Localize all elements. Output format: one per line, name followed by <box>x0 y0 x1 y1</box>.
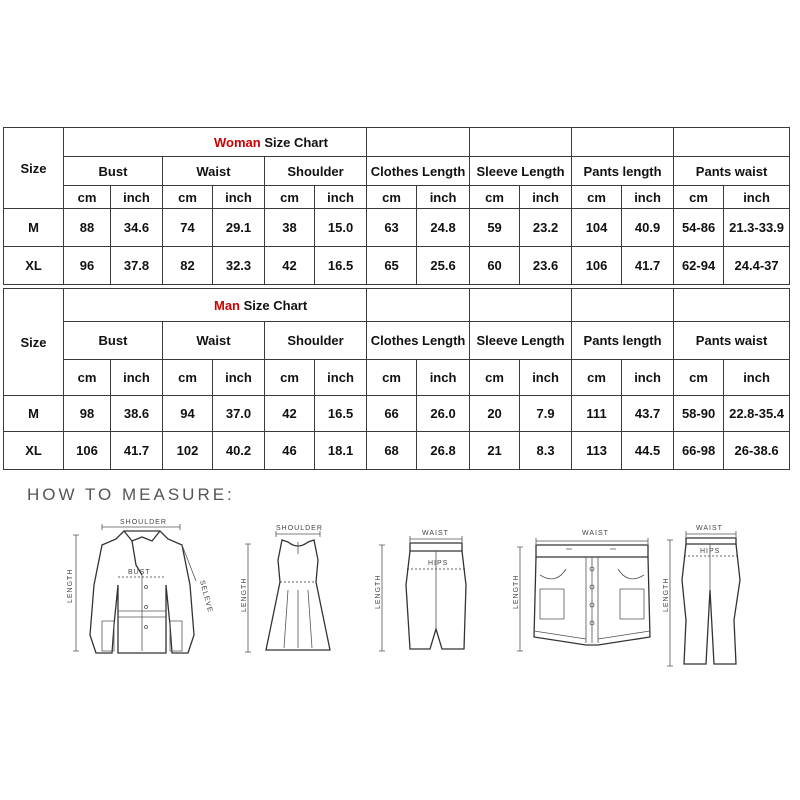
length-label: LENGTH <box>663 577 670 612</box>
shorts-illustration <box>506 525 656 660</box>
cell-value: 23.2 <box>520 209 572 247</box>
cell-value: 106 <box>64 432 111 470</box>
table-row <box>4 396 790 432</box>
cell-value: 37.8 <box>111 247 163 285</box>
cell-value: 26.8 <box>417 432 470 470</box>
cell-value: 38.6 <box>111 396 163 432</box>
cell-value: 65 <box>367 247 417 285</box>
cell-value: 62-94 <box>674 247 724 285</box>
blank-cell <box>572 289 674 322</box>
cell-value: 63 <box>367 209 417 247</box>
how-to-measure-title: HOW TO MEASURE: <box>27 485 235 504</box>
cell-value: 22.8-35.4 <box>724 396 790 432</box>
cell-value: 66-98 <box>674 432 724 470</box>
cell-value: 41.7 <box>111 432 163 470</box>
measure-header-sleeve-length: Sleeve Length <box>470 157 572 186</box>
unit-inch: inch <box>724 186 790 209</box>
cell-value: 34.6 <box>111 209 163 247</box>
cell-value: 25.6 <box>417 247 470 285</box>
unit-cm: cm <box>470 360 520 396</box>
bust-label: BUST <box>128 569 151 576</box>
length-label: LENGTH <box>375 574 382 609</box>
cell-value: 66 <box>367 396 417 432</box>
size-header: Size <box>4 128 64 209</box>
title-accent: Man <box>214 297 240 313</box>
unit-inch: inch <box>520 186 572 209</box>
jacket-icon <box>62 515 222 665</box>
cell-value: 16.5 <box>315 396 367 432</box>
cell-value: 59 <box>470 209 520 247</box>
cell-value: 68 <box>367 432 417 470</box>
cell-value: 26.0 <box>417 396 470 432</box>
unit-inch: inch <box>213 186 265 209</box>
unit-cm: cm <box>163 186 213 209</box>
woman-chart-title <box>64 128 367 157</box>
cell-value: 7.9 <box>520 396 572 432</box>
blank-cell <box>674 289 790 322</box>
waist-label: WAIST <box>696 525 723 532</box>
length-label: LENGTH <box>513 574 520 609</box>
measure-header-pants-length: Pants length <box>572 157 674 186</box>
skirt-illustration <box>370 525 480 660</box>
cell-value: 98 <box>64 396 111 432</box>
unit-inch: inch <box>520 360 572 396</box>
unit-cm: cm <box>674 360 724 396</box>
unit-cm: cm <box>367 360 417 396</box>
unit-inch: inch <box>213 360 265 396</box>
cell-value: 46 <box>265 432 315 470</box>
cell-value: 111 <box>572 396 622 432</box>
cell-value: 102 <box>163 432 213 470</box>
hips-label: HIPS <box>428 560 449 567</box>
size-header: Size <box>4 289 64 396</box>
cell-value: 42 <box>265 396 315 432</box>
cell-value: 20 <box>470 396 520 432</box>
measure-header-waist: Waist <box>163 157 265 186</box>
shoulder-label: SHOULDER <box>120 519 167 526</box>
unit-cm: cm <box>674 186 724 209</box>
cell-value: 29.1 <box>213 209 265 247</box>
waist-label: WAIST <box>422 530 449 537</box>
dress-icon <box>238 520 338 660</box>
hips-label: HIPS <box>700 548 721 555</box>
sleeve-label: SELEVE <box>198 579 214 614</box>
measure-header-pants-waist: Pants waist <box>674 322 790 360</box>
unit-cm: cm <box>367 186 417 209</box>
cell-value: 23.6 <box>520 247 572 285</box>
shorts-icon <box>506 525 656 660</box>
pants-illustration <box>660 520 760 670</box>
blank-cell <box>367 128 470 157</box>
measure-header-waist: Waist <box>163 322 265 360</box>
unit-inch: inch <box>724 360 790 396</box>
row-size: XL <box>4 432 64 470</box>
cell-value: 74 <box>163 209 213 247</box>
cell-value: 38 <box>265 209 315 247</box>
unit-inch: inch <box>315 186 367 209</box>
man-chart-title <box>64 289 367 322</box>
cell-value: 43.7 <box>622 396 674 432</box>
measure-header-sleeve-length: Sleeve Length <box>470 322 572 360</box>
cell-value: 106 <box>572 247 622 285</box>
cell-value: 58-90 <box>674 396 724 432</box>
cell-value: 88 <box>64 209 111 247</box>
measure-header-bust: Bust <box>64 157 163 186</box>
man-size-table <box>3 288 790 470</box>
unit-inch: inch <box>417 360 470 396</box>
cell-value: 41.7 <box>622 247 674 285</box>
row-size: M <box>4 396 64 432</box>
unit-inch: inch <box>111 360 163 396</box>
row-size: M <box>4 209 64 247</box>
jacket-illustration <box>62 515 222 665</box>
cell-value: 24.8 <box>417 209 470 247</box>
unit-inch: inch <box>417 186 470 209</box>
blank-cell <box>470 289 572 322</box>
cell-value: 42 <box>265 247 315 285</box>
measure-header-clothes-length: Clothes Length <box>367 157 470 186</box>
unit-cm: cm <box>64 186 111 209</box>
title-accent: Woman <box>214 134 261 150</box>
row-size: XL <box>4 247 64 285</box>
unit-cm: cm <box>163 360 213 396</box>
cell-value: 82 <box>163 247 213 285</box>
cell-value: 37.0 <box>213 396 265 432</box>
length-label: LENGTH <box>67 568 74 603</box>
unit-cm: cm <box>572 186 622 209</box>
unit-cm: cm <box>265 186 315 209</box>
cell-value: 113 <box>572 432 622 470</box>
cell-value: 104 <box>572 209 622 247</box>
unit-inch: inch <box>111 186 163 209</box>
cell-value: 54-86 <box>674 209 724 247</box>
blank-cell <box>674 128 790 157</box>
woman-size-table <box>3 127 790 285</box>
unit-inch: inch <box>622 186 674 209</box>
unit-inch: inch <box>315 360 367 396</box>
pants-icon <box>660 520 760 670</box>
cell-value: 26-38.6 <box>724 432 790 470</box>
unit-cm: cm <box>64 360 111 396</box>
table-row <box>4 209 790 247</box>
cell-value: 8.3 <box>520 432 572 470</box>
measure-header-shoulder: Shoulder <box>265 322 367 360</box>
unit-cm: cm <box>265 360 315 396</box>
blank-cell <box>572 128 674 157</box>
measure-header-bust: Bust <box>64 322 163 360</box>
cell-value: 44.5 <box>622 432 674 470</box>
unit-cm: cm <box>470 186 520 209</box>
title-rest: Size Chart <box>260 134 328 150</box>
measure-header-pants-length: Pants length <box>572 322 674 360</box>
unit-cm: cm <box>572 360 622 396</box>
unit-inch: inch <box>622 360 674 396</box>
shoulder-label: SHOULDER <box>276 525 323 532</box>
measure-header-shoulder: Shoulder <box>265 157 367 186</box>
waist-label: WAIST <box>582 530 609 537</box>
cell-value: 24.4-37 <box>724 247 790 285</box>
cell-value: 60 <box>470 247 520 285</box>
cell-value: 18.1 <box>315 432 367 470</box>
title-rest: Size Chart <box>240 297 308 313</box>
blank-cell <box>367 289 470 322</box>
cell-value: 16.5 <box>315 247 367 285</box>
table-row <box>4 432 790 470</box>
dress-illustration <box>238 520 338 660</box>
cell-value: 21 <box>470 432 520 470</box>
cell-value: 21.3-33.9 <box>724 209 790 247</box>
cell-value: 40.2 <box>213 432 265 470</box>
measure-header-clothes-length: Clothes Length <box>367 322 470 360</box>
skirt-icon <box>370 525 480 660</box>
table-row <box>4 247 790 285</box>
cell-value: 94 <box>163 396 213 432</box>
cell-value: 15.0 <box>315 209 367 247</box>
cell-value: 32.3 <box>213 247 265 285</box>
cell-value: 96 <box>64 247 111 285</box>
measure-header-pants-waist: Pants waist <box>674 157 790 186</box>
cell-value: 40.9 <box>622 209 674 247</box>
blank-cell <box>470 128 572 157</box>
length-label: LENGTH <box>241 577 248 612</box>
